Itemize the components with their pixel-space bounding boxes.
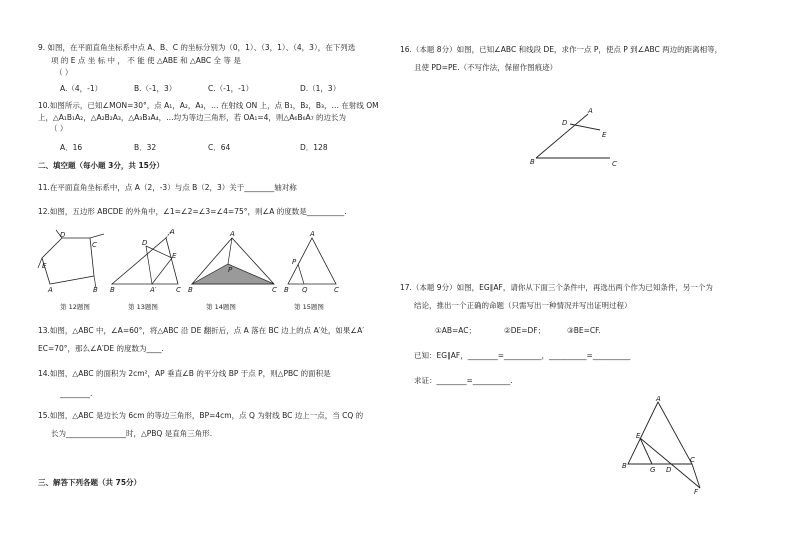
q10-option-a: A．16 [60,143,83,152]
svg-text:D: D [60,231,66,239]
svg-text:A′: A′ [150,286,157,294]
svg-text:P: P [228,266,233,274]
q15-line2: 长为________________时，△PBQ 是直角三角形. [51,429,213,438]
section-3-heading: 三、解答下列各题（共 75分） [38,478,142,487]
q16-label-a: A [588,107,593,115]
q17-condition-1: ①AB=AC； [435,326,477,335]
q17-line2: 结论，推出一个正确的命题（只需写出一种情况并写出证明过程） [414,301,632,310]
figure-13-triangle-fold [110,228,186,294]
svg-text:A: A [230,230,235,238]
q17-label-f: F [694,488,699,496]
q9-line2: 项 的 E 点 坐 标 中 ， 不 能 使 △ABE 和 △ABC 全 等 是 [51,56,241,65]
svg-text:C: C [176,286,181,294]
svg-text:C: C [272,286,277,294]
svg-text:B: B [110,286,115,294]
svg-text:Q: Q [302,286,308,294]
q17-label-b: B [622,462,627,470]
q12-text: 12.如图，五边形 ABCDE 的外角中，∠1=∠2=∠3=∠4=75°，则∠A 的度数是__________. [38,207,347,216]
q17-label-g: G [650,466,656,474]
q17-prove: 求证：________=__________. [414,376,513,385]
q10-option-c: C．64 [208,143,231,152]
caption-fig-14: 第 14题图 [206,303,236,311]
q10-line2: 上，△A₁B₁A₂，△A₂B₂A₃，△A₃B₃A₄，…均为等边三角形，若 OA₁=4，则△A₆B₆A₇ 的边长为 [38,113,347,122]
q16-label-b: B [530,158,535,166]
q17-label-a: A [656,395,661,403]
q16-label-c: C [612,160,617,168]
q14-line2: ________. [60,389,93,398]
svg-text:E: E [172,252,177,260]
q9-paren: （ ） [55,68,73,77]
figure-16-angle-segment [528,104,634,170]
svg-text:B: B [93,286,98,294]
q14-line1: 14.如图，△ABC 的面积为 2cm²，AP 垂直∠B 的平分线 BP 于点 P，则△PBC 的面积是 [38,369,331,378]
q17-condition-2: ②DE=DF； [504,326,546,335]
q15-line1: 15.如图，△ABC 是边长为 6cm 的等边三角形，BP=4cm，点 Q 为射线 BC 边上一点，当 CQ 的 [38,411,364,420]
svg-text:D: D [142,239,148,247]
figure-17-triangle [616,396,712,496]
caption-fig-13: 第 13题图 [128,303,158,311]
q16-line2: 且使 PD=PE.（不写作法，保留作图痕迹） [414,63,558,72]
q17-line1: 17.（本题 9分）如图，EG∥AF，请你从下面三个条件中，再选出两个作为已知条件，另一个为 [400,283,713,292]
q9-option-b: B.（-1，3） [134,84,177,93]
q17-known: 已知：EG∥AF，________=__________，__________=__________ [414,351,631,360]
svg-text:P: P [292,258,297,266]
svg-text:C: C [92,241,97,249]
figure-12-pentagon [36,228,108,294]
q16-line1: 16.（本题 8分）如图，已知∠ABC 和线段 DE，求作一点 P，使点 P 到∠ABC 两边的距离相等， [400,45,723,54]
q17-label-e: E [636,432,641,440]
q11-text: 11.在平面直角坐标系中，点 A（2，-3）与点 B（2，3）关于________轴对称 [38,183,297,192]
q16-label-e: E [602,131,607,139]
svg-text:B: B [188,286,193,294]
svg-text:B: B [284,286,289,294]
q13-line1: 13.如图，△ABC 中，∠A=60°，将△ABC 沿 DE 翻折后，点 A 落在 BC 边上的点 A′处，如果∠A′ [38,326,364,335]
caption-fig-12: 第 12题图 [60,303,90,311]
q17-label-d: D [666,466,672,474]
q9-option-c: C.（-1，-1） [208,84,254,93]
section-2-heading: 二、填空题（每小题 3分，共 15分） [38,161,164,170]
q9-option-a: A.（4，-1） [60,84,103,93]
svg-text:C: C [334,286,339,294]
q9-line1: 9. 如图，在平面直角坐标系中点 A、B、C 的坐标分别为（0，1）、（3，1）、（4，3），在下列选 [38,43,356,52]
q10-line1: 10.如图所示，已知∠MON=30°，点 A₁，A₂，A₃，… 在射线 ON 上，点 B₁，B₂，B₃，… 在射线 OM [38,101,379,110]
q17-condition-3: ③BE=CF. [567,326,601,335]
q10-option-b: B．32 [134,143,157,152]
q17-label-c: C [690,456,695,464]
svg-text:A: A [310,230,315,238]
q13-line2: EC=70°，那么∠A′DE 的度数为____. [38,344,164,353]
q10-option-d: D．128 [300,143,328,152]
q9-option-d: D.（1，3） [300,84,341,93]
q10-paren: （ ） [50,124,68,133]
q16-label-d: D [562,119,568,127]
caption-fig-15: 第 15题图 [294,303,324,311]
figure-14-shaded-triangle [188,228,278,294]
figure-15-equilateral [284,228,344,294]
svg-text:E: E [42,262,47,270]
svg-text:A: A [48,286,53,294]
svg-text:A: A [170,228,175,236]
